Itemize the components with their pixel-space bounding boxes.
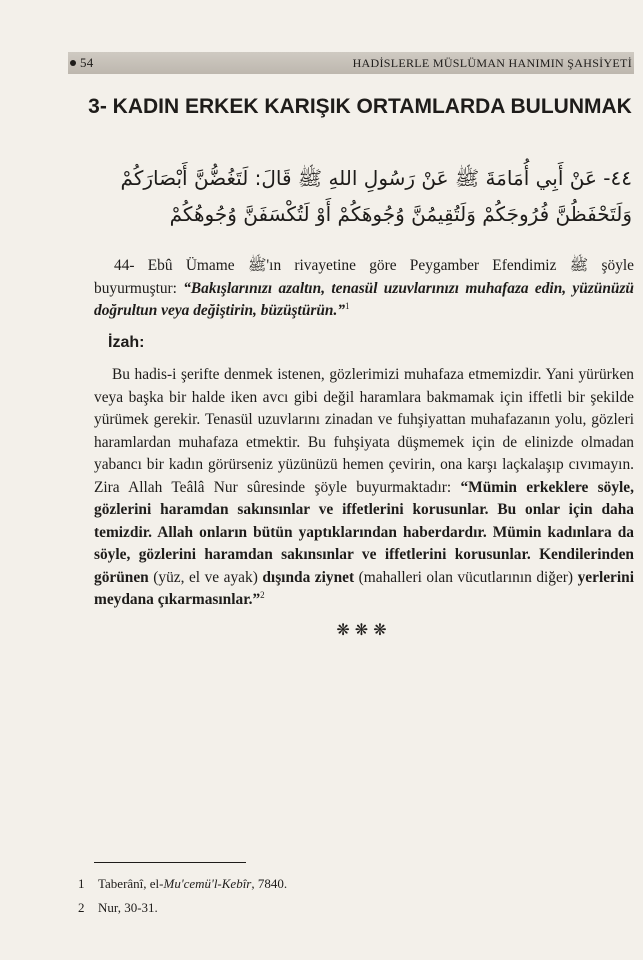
verse-part-3: yerlerini meydana çıkarmasınlar.”: [94, 568, 635, 608]
hadith-intro-a: 44- Ebû Ümame: [114, 257, 248, 274]
arabic-hadith-text: ٤٤- عَنْ أَبِي أُمَامَةَ ﷺ عَنْ رَسُولِ اللهِ ﷺ قَالَ: لَتَغُضُّنَّ أَبْصَارَكُمْ وَلَتَحْفَظُنَّ فُرُوجَكُمْ وَلَتُقِيمُنَّ وُجُوهَكُمْ أَوْ لَتُكْسَفَنَّ وُجُوهُكُمْ: [120, 166, 632, 226]
footnote-1: [78, 875, 287, 893]
verse-part-1: “Mümin erkeklere söyle, gözlerini haramdan sakınsınlar ve iffetlerini korusunlar. Bu onlar için daha temizdir. Allah onların bütün yaptıklarından haberdardır. Mümin kadınlara da söyle, gözlerini haramdan sakınsınlar ve iffetlerini korusunlar. Kendilerinden görünen: [94, 478, 634, 586]
page-number: [68, 55, 94, 71]
footnote-divider: [94, 862, 246, 863]
verse-part-2: dışında ziynet: [262, 568, 355, 586]
hadith-intro-c: şöyle buyurmuştur:: [94, 257, 634, 297]
verse-paren-1: (yüz, el ve ayak): [148, 568, 263, 586]
footnote-number: 1: [78, 876, 85, 891]
explanation-heading: İzah:: [108, 334, 145, 351]
footnote-text: Nur, 30-31.: [98, 900, 158, 915]
section-title: 3- KADIN ERKEK KARIŞIK ORTAMLARDA BULUNMAK: [88, 95, 632, 118]
hadith-intro-b: 'ın rivayetine göre Peygamber Efendimiz: [266, 257, 570, 274]
footnote-number: 2: [78, 900, 85, 915]
footnote-ref-2: 2: [260, 589, 265, 600]
honorific-1: ﷺ: [247, 257, 267, 274]
explanation-paragraph: [94, 364, 634, 612]
footnote-text-a: Taberânî, el-: [98, 876, 164, 891]
running-title: HADİSLERLE MÜSLÜMAN HANIMIN ŞAHSİYETİ: [352, 55, 632, 70]
honorific-2: ﷺ: [569, 257, 589, 274]
footnote-ref-1: 1: [345, 300, 350, 311]
bullet-icon: [70, 60, 76, 66]
footnote-text-b: , 7840.: [251, 876, 288, 891]
section-separator: ❋❋❋: [336, 622, 392, 639]
explanation-text: Bu hadis-i şerifte denmek istenen, gözlerimizi muhafaza etmemizdir. Yani yürürken veya başka bir halde iken avcı gibi değil haramlara bakmamak için iffetli bir şekilde yürümek gerekir. Tenasül uzuvlarını zinadan ve fuhşiyattan muhafazanın yolu, gözleri haramlardan muhafaza etmektir. Bu fuhşiyata düşmemek için de elinizde olmadan yabancı bir kadın görürseniz yüzünüzü hemen çevirin, ona karşı laçkalaşıp cıvımayın. Zira Allah Teâlâ Nur sûresinde şöyle buyurmaktadır:: [94, 366, 634, 496]
page-number-text: 54: [80, 55, 94, 70]
footnote-book-title: Mu'cemü'l-Kebîr: [163, 876, 252, 891]
footnote-2: [78, 899, 158, 917]
hadith-translation: [94, 255, 634, 323]
running-header: [68, 52, 634, 74]
verse-paren-2: (mahalleri olan vücutlarının diğer): [354, 568, 578, 586]
hadith-quote: “Bakışlarınızı azaltın, tenasül uzuvlarınızı muhafaza edin, yüzünüzü doğrultun veya değiştirin, büzüştürün.”: [94, 279, 634, 319]
